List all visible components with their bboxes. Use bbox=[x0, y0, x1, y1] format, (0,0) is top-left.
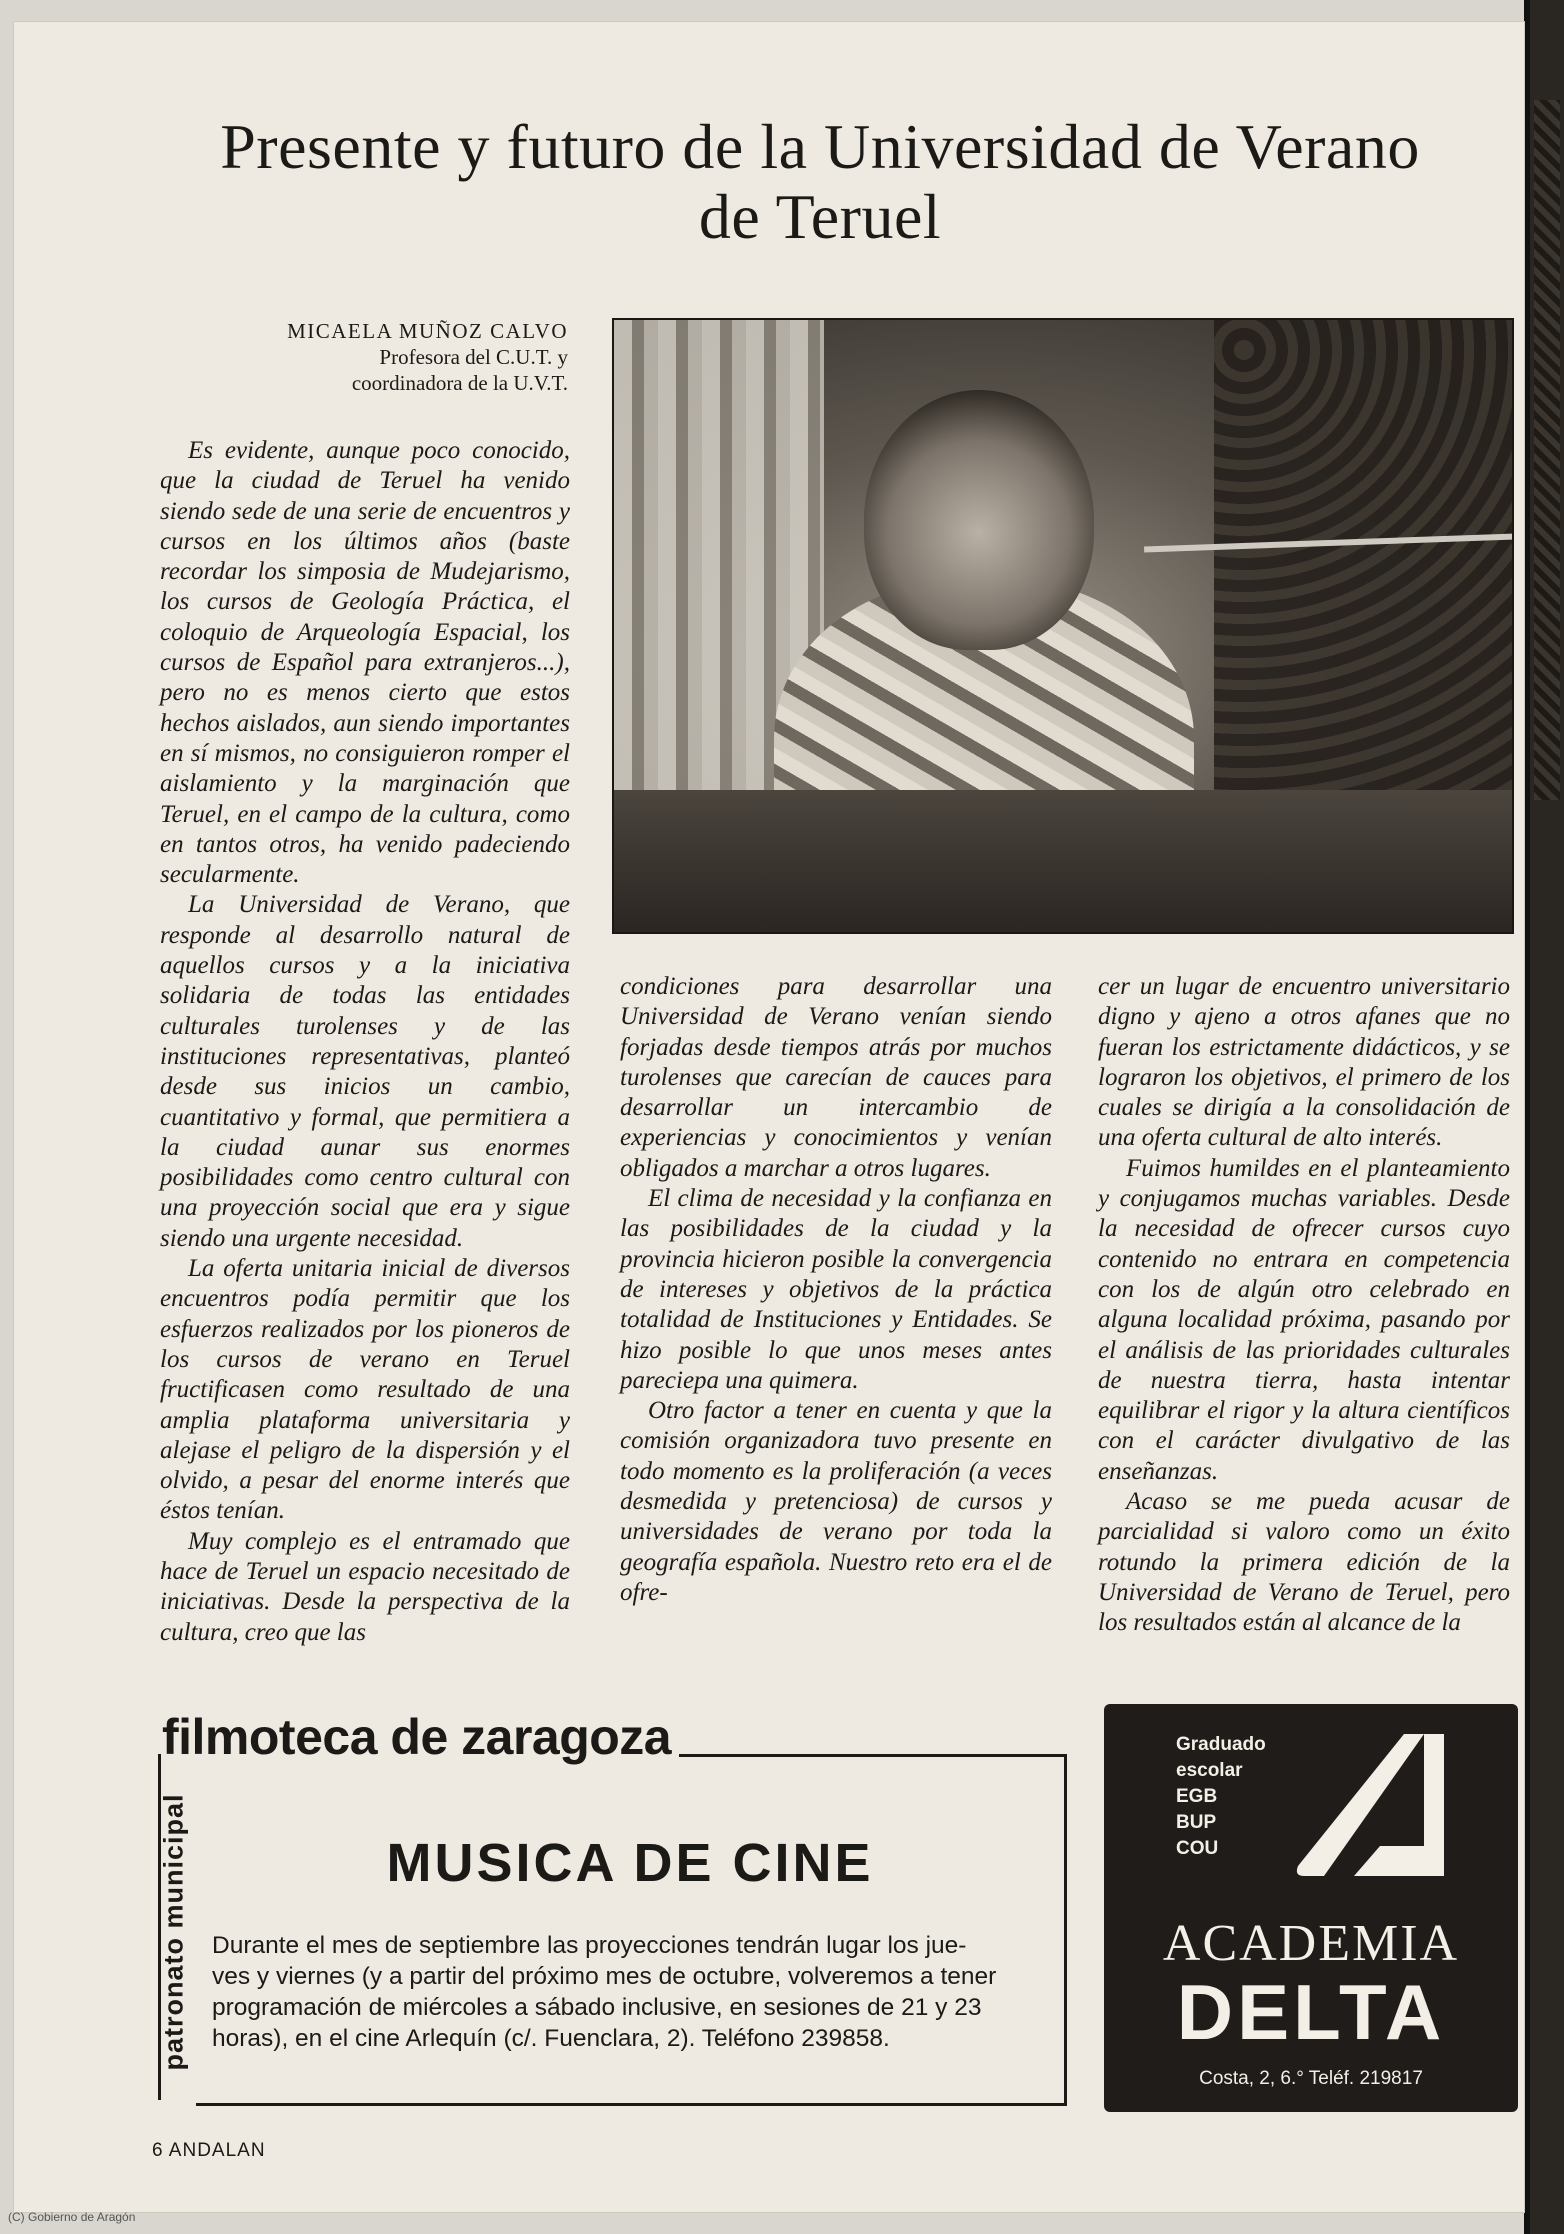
academia-address: Costa, 2, 6.° Teléf. 219817 bbox=[1199, 2068, 1423, 2089]
title-line-1: Presente y futuro de la Universidad de Verano bbox=[220, 111, 1420, 182]
paragraph: Es evidente, aunque poco conocido, que la ciudad de Teruel ha venido siendo sede de una serie de encuentros y cursos en los últimos años (baste recordar los simposia de Mudejarismo, los cursos de Geología Práctica, el coloquio de Arqueología Espacial, los cursos de Español para extranjeros...), pero no es menos cierto que estos hechos aislados, aun siendo importantes en sí mismos, no consiguieron romper el aislamiento y la marginación que Teruel, en el campo de la cultura, como en tantos otros, ha venido padeciendo secularmente. bbox=[160, 437, 570, 889]
page-footer: 6 ANDALAN bbox=[152, 2140, 266, 2161]
paragraph: Acaso se me pueda acusar de parcialidad si valoro como un éxito rotundo la primera edición de la Universidad de Verano de Teruel, pero los resultados están al alcance de la bbox=[1098, 1488, 1510, 1637]
course-item: Graduado bbox=[1176, 1734, 1266, 1755]
article-title bbox=[120, 112, 1520, 252]
article-photo bbox=[612, 318, 1514, 934]
adjacent-page-edge bbox=[1524, 0, 1564, 2234]
course-item: BUP bbox=[1176, 1812, 1217, 1833]
filmoteca-heading: filmoteca de zaragoza bbox=[162, 1708, 679, 1766]
paragraph: La Universidad de Verano, que responde al desarrollo natural de aquellos cursos y a la iniciativa solidaria de todas las entidades culturales turolenses y de las instituciones representativas, planteó desde sus inicios un cambio, cuantitativo y formal, que permitiera a la ciudad aunar sus enormes posibilidades como centro cultural con una proyección social que era y sigue siendo una urgente necesidad. bbox=[160, 891, 570, 1252]
page-gutter bbox=[1524, 0, 1530, 2234]
ad-text-line: Durante el mes de septiembre las proyecciones tendrán lugar los jue- bbox=[212, 1932, 967, 1959]
ad-side-label bbox=[152, 1782, 196, 2100]
article-column-3 bbox=[1098, 972, 1510, 1639]
copyright-credit: (C) Gobierno de Aragón bbox=[8, 2210, 136, 2224]
article-column-2 bbox=[620, 972, 1052, 1608]
ad-text-line: programación de miércoles a sábado inclusive, en sesiones de 21 y 23 bbox=[212, 1994, 982, 2021]
delta-logo-icon bbox=[1284, 1726, 1464, 1896]
paragraph: La oferta unitaria inicial de diversos encuentros podía permitir que los esfuerzos realizados por los pioneros de los cursos de verano en Teruel fructificasen como resultado de una amplia plataforma universitaria y alejase el peligro de la dispersión y el olvido, a pesar del enorme interés que éstos tenían. bbox=[160, 1255, 570, 1525]
title-line-2: de Teruel bbox=[698, 181, 942, 252]
delta-brand: DELTA bbox=[1176, 1968, 1446, 2056]
course-item: escolar bbox=[1176, 1760, 1243, 1781]
adjacent-page-image bbox=[1534, 100, 1560, 800]
author-role-1: Profesora del C.U.T. y bbox=[379, 345, 568, 369]
paragraph: Fuimos humildes en el planteamiento y conjugamos muchas variables. Desde la necesidad de ofrecer cursos cuyo contenido no entrara en competencia con los de algún otro celebrado en alguna localidad próxima, pasando por el análisis de las prioridades culturales de nuestra tierra, hasta intentar equilibrar el rigor y la altura científicos con el carácter divulgativo de las enseñanzas. bbox=[1098, 1154, 1510, 1485]
musica-de-cine-heading: MUSICA DE CINE bbox=[386, 1833, 874, 1893]
paragraph: cer un lugar de encuentro universitario digno y ajeno a otros afanes que no fueran los estrictamente didácticos, y se lograron los objetivos, el primero de los cuales se dirigía a la consolidación de una oferta cultural de alto interés. bbox=[1098, 973, 1510, 1152]
course-item: EGB bbox=[1176, 1786, 1218, 1807]
author-name: MICAELA MUÑOZ CALVO bbox=[287, 319, 568, 343]
paragraph: El clima de necesidad y la confianza en las posibilidades de la ciudad y la provincia hicieron posible la convergencia de intereses y objetivos de la práctica totalidad de Instituciones y Entidades. Se hizo posible lo que unos meses antes parecieра una quimera. bbox=[620, 1185, 1052, 1394]
academia-label: ACADEMIA bbox=[1162, 1915, 1460, 1972]
paragraph: Muy complejo es el entramado que hace de Teruel un espacio necesitado de iniciativas. Desde la perspectiva de la cultura, creo que las bbox=[160, 1527, 570, 1646]
byline bbox=[200, 318, 568, 396]
author-role-2: coordinadora de la U.V.T. bbox=[351, 371, 568, 395]
photo-desk bbox=[614, 790, 1512, 932]
course-item: COU bbox=[1176, 1838, 1219, 1859]
article-column-1 bbox=[160, 436, 570, 1648]
paragraph: Otro factor a tener en cuenta y que la comisión organizadora tuvo presente en todo momento es la proliferación (a veces desmedida y pretenciosa) de cursos y universidades de verano por toda la geografía española. Nuestro reto era el de ofre- bbox=[620, 1397, 1052, 1606]
ad-text-line: horas), en el cine Arlequín (c/. Fuenclara, 2). Teléfono 239858. bbox=[212, 2025, 890, 2052]
filmoteca-advertisement bbox=[152, 1702, 1064, 2100]
course-list bbox=[1176, 1732, 1266, 1862]
ad-text-line: ves y viernes (y a partir del próximo mes de octubre, volveremos a tener bbox=[212, 1963, 997, 1990]
filmoteca-text bbox=[212, 1930, 1042, 2054]
photo-speaker-head bbox=[864, 390, 1094, 650]
patronato-label: patronato municipal bbox=[158, 1793, 189, 2071]
paragraph: condiciones para desarrollar una Universidad de Verano venían siendo forjadas desde tiempos atrás por muchos turolenses que carecían de cauces para desarrollar un intercambio de experiencias y conocimientos y venían obligados a marchar a otros lugares. bbox=[620, 973, 1052, 1182]
academia-delta-advertisement bbox=[1104, 1704, 1518, 2112]
